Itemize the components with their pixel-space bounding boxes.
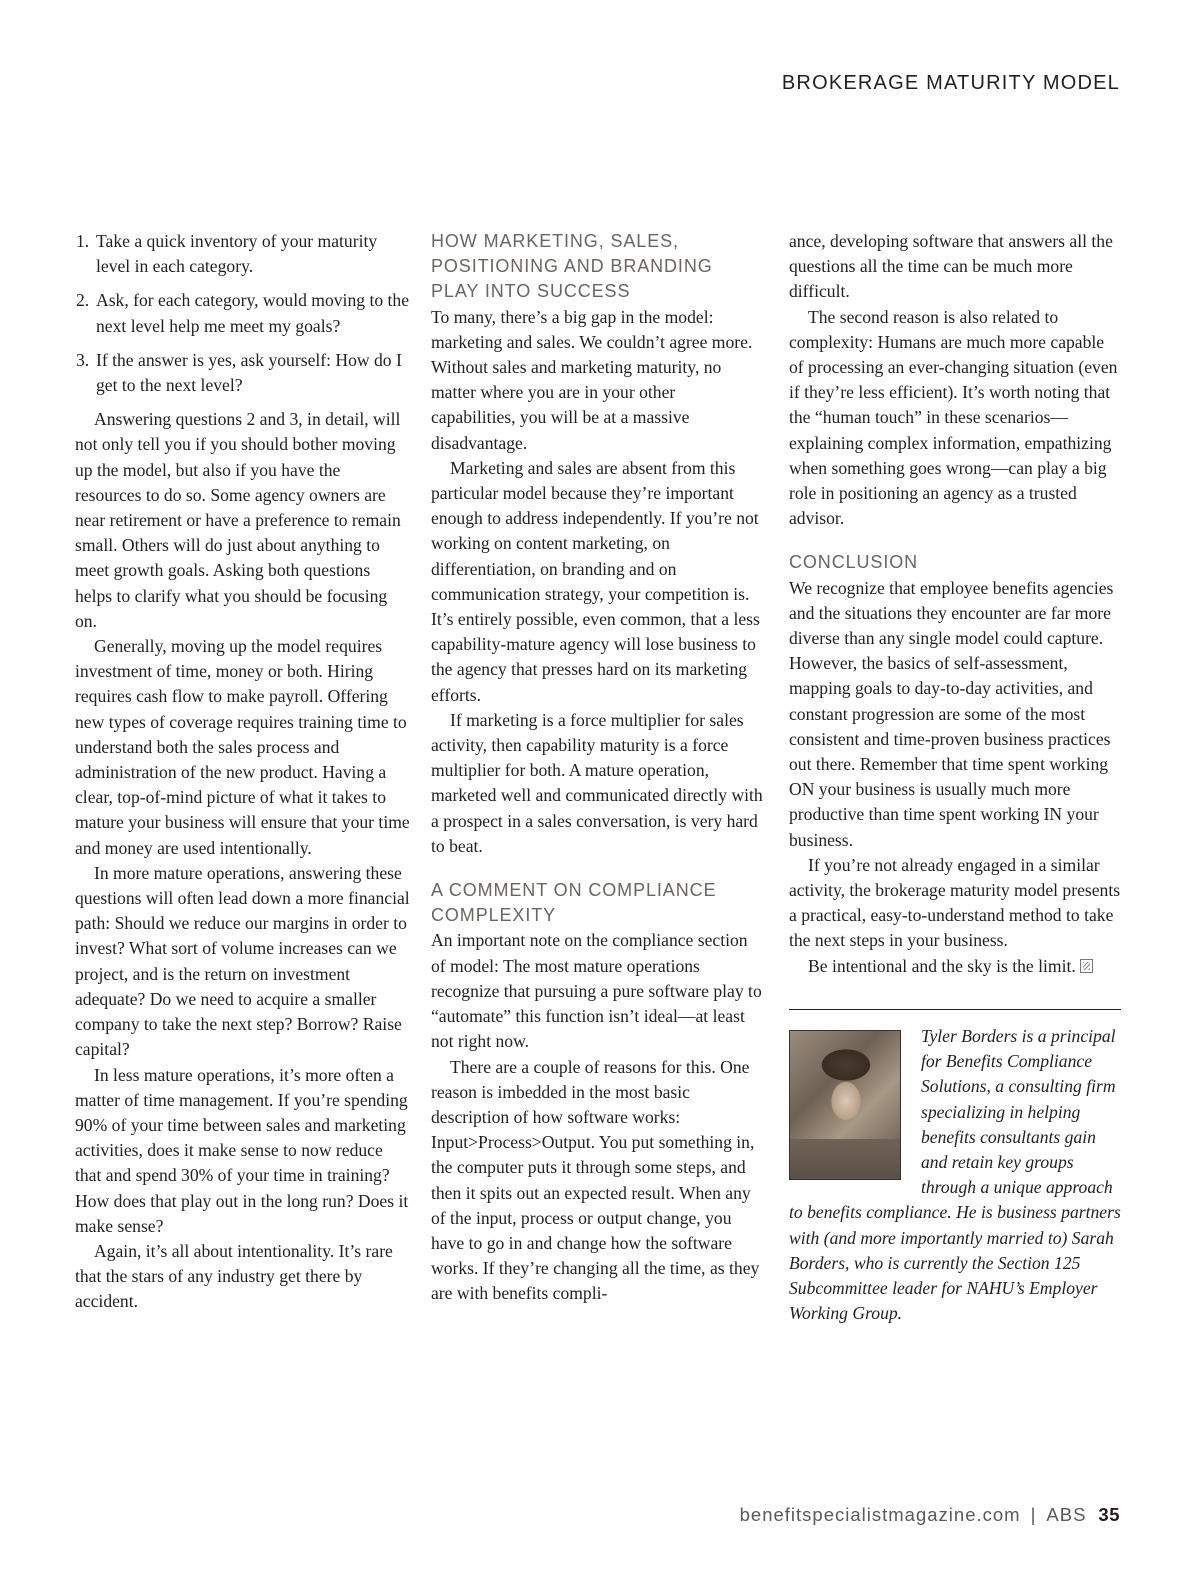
closing-text: Be intentional and the sky is the limit. [808,955,1076,976]
footer-publication: ABS [1046,1504,1087,1525]
list-number: 1. [76,231,90,251]
body-paragraph: To many, there’s a big gap in the model: marketing and sales. We couldn’t agree more. Without sales and marketing maturity, no matter where you are in your other capabilities, you will be at a massive disadvantage. [431,306,753,453]
bio-divider [789,1009,1121,1010]
column-3 [789,229,1121,1326]
list-item [75,229,411,279]
end-mark-icon [1080,959,1093,973]
body-paragraph: The second reason is also related to complexity: Humans are much more capable of processing an ever-changing situation (even if they’re less efficient). It’s worth noting that the “human touch” in these scenarios—explaining complex information, empathizing when something goes wrong—can play a big role in positioning an agency as a trusted advisor. [789,306,1118,529]
body-paragraph: There are a couple of reasons for this. One reason is imbedded in the most basic description of how software works: Input>Process>Output. You put something in, the computer puts it through some steps, and then it spits out an expected result. When any of the input, process or output change, you have to go in and change how the software works. If they’re changing all the time, as they are with benefits compli- [431,1056,760,1304]
body-paragraph: Generally, moving up the model requires investment of time, money or both. Hiring requires cash flow to make payroll. Offering new types of coverage requires training time to understand both the sales process and administration of the new product. Having a clear, top-of-mind picture of what it takes to mature your business will ensure that your time and money are used intentionally. [75,636,410,858]
list-item [75,288,411,338]
body-paragraph: If marketing is a force multiplier for sales activity, then capability maturity is a force multiplier for both. A mature operation, marketed well and communicated directly with a prospect in a sales conversation, is very hard to beat. [431,709,763,856]
list-text: Take a quick inventory of your maturity level in each category. [96,231,378,277]
page-footer [740,1504,1120,1526]
running-head: BROKERAGE MATURITY MODEL [781,72,1120,94]
footer-site: benefitspecialistmagazine.com [739,1504,1021,1525]
body-paragraph: Marketing and sales are absent from this particular model because they’re important enough to address independently. If you’re not working on content marketing, on differentiation, on branding and on communication strategy, your competition is. It’s entirely possible, even common, that a less capability-mature agency will lose business to the agency that presses hard on its marketing efforts. [431,457,760,705]
body-paragraph: An important note on the compliance section of model: The most mature operations recognize that pursuing a pure software play to “automate” this function isn’t ideal—at least not right now. [431,930,762,1052]
body-paragraph: If you’re not already engaged in a similar activity, the brokerage maturity model presents a practical, easy-to-understand method to take the next steps in your business. [789,854,1121,951]
list-number: 3. [76,349,90,370]
body-paragraph: In more mature operations, answering these questions will often lead down a more financial path: Should we reduce our margins in order to invest? What sort of volume increases can we project, and is the return on investment adequate? Do we need to acquire a smaller company to take the next step? Borrow? Raise capital? [75,862,410,1060]
list-number: 2. [76,290,90,311]
steps-list [75,229,411,398]
author-bio [789,1024,1121,1326]
list-text: If the answer is yes, ask yourself: How do I get to the next level? [96,349,402,396]
list-item [75,348,411,398]
body-paragraph: Answering questions 2 and 3, in detail, will not only tell you if you should bother moving up the model, but also if you have the resources to do so. Some agency owners are near retirement or have a preference to remain small. Others will do just about anything to meet growth goals. Asking both questions helps to clarify what you should be focusing on. [75,409,401,631]
author-photo [789,1030,901,1180]
section-heading-marketing: HOW MARKETING, SALES, POSITIONING AND BRANDING PLAY INTO SUCCESS [431,231,713,302]
page-number: 35 [1098,1504,1120,1525]
footer-separator: | [1030,1504,1037,1525]
list-text: Ask, for each category, would moving to the next level help me meet my goals? [96,290,410,336]
body-paragraph: We recognize that employee benefits agencies and the situations they encounter are far more diverse than any single model could capture. However, the basics of self-assessment, mapping goals to day-to-day activities, and constant progression are some of the most consistent and time-proven business practices out there. Remember that time spent working ON your business is usually much more productive than time spent working IN your business. [789,577,1114,850]
column-1 [75,229,411,1315]
closing-paragraph [789,954,1121,979]
body-paragraph: Again, it’s all about intentionality. It’s rare that the stars of any industry get there by accident. [75,1240,393,1312]
body-paragraph: In less mature operations, it’s more often a matter of time management. If you’re spending 90% of your time between sales and marketing activities, does it make sense to now reduce that and spend 30% of your time in training? How does that play out in the long run? Does it make sense? [75,1064,409,1236]
body-paragraph: ance, developing software that answers all the questions all the time can be much more difficult. [789,231,1113,302]
section-heading-conclusion: CONCLUSION [789,552,919,573]
author-bio-text: Tyler Borders is a principal for Benefits Compliance Solutions, a consulting firm specializing in helping benefits consultants gain and retain key groups through a unique approach to benefits compliance. He is business partners with (and more importantly married to) Sarah Borders, who is currently the Section 125 Subcommittee leader for NAHU’s Employer Working Group. [789,1025,1121,1324]
column-2 [431,229,763,1307]
section-heading-compliance: A COMMENT ON COMPLIANCE COMPLEXITY [431,880,717,926]
